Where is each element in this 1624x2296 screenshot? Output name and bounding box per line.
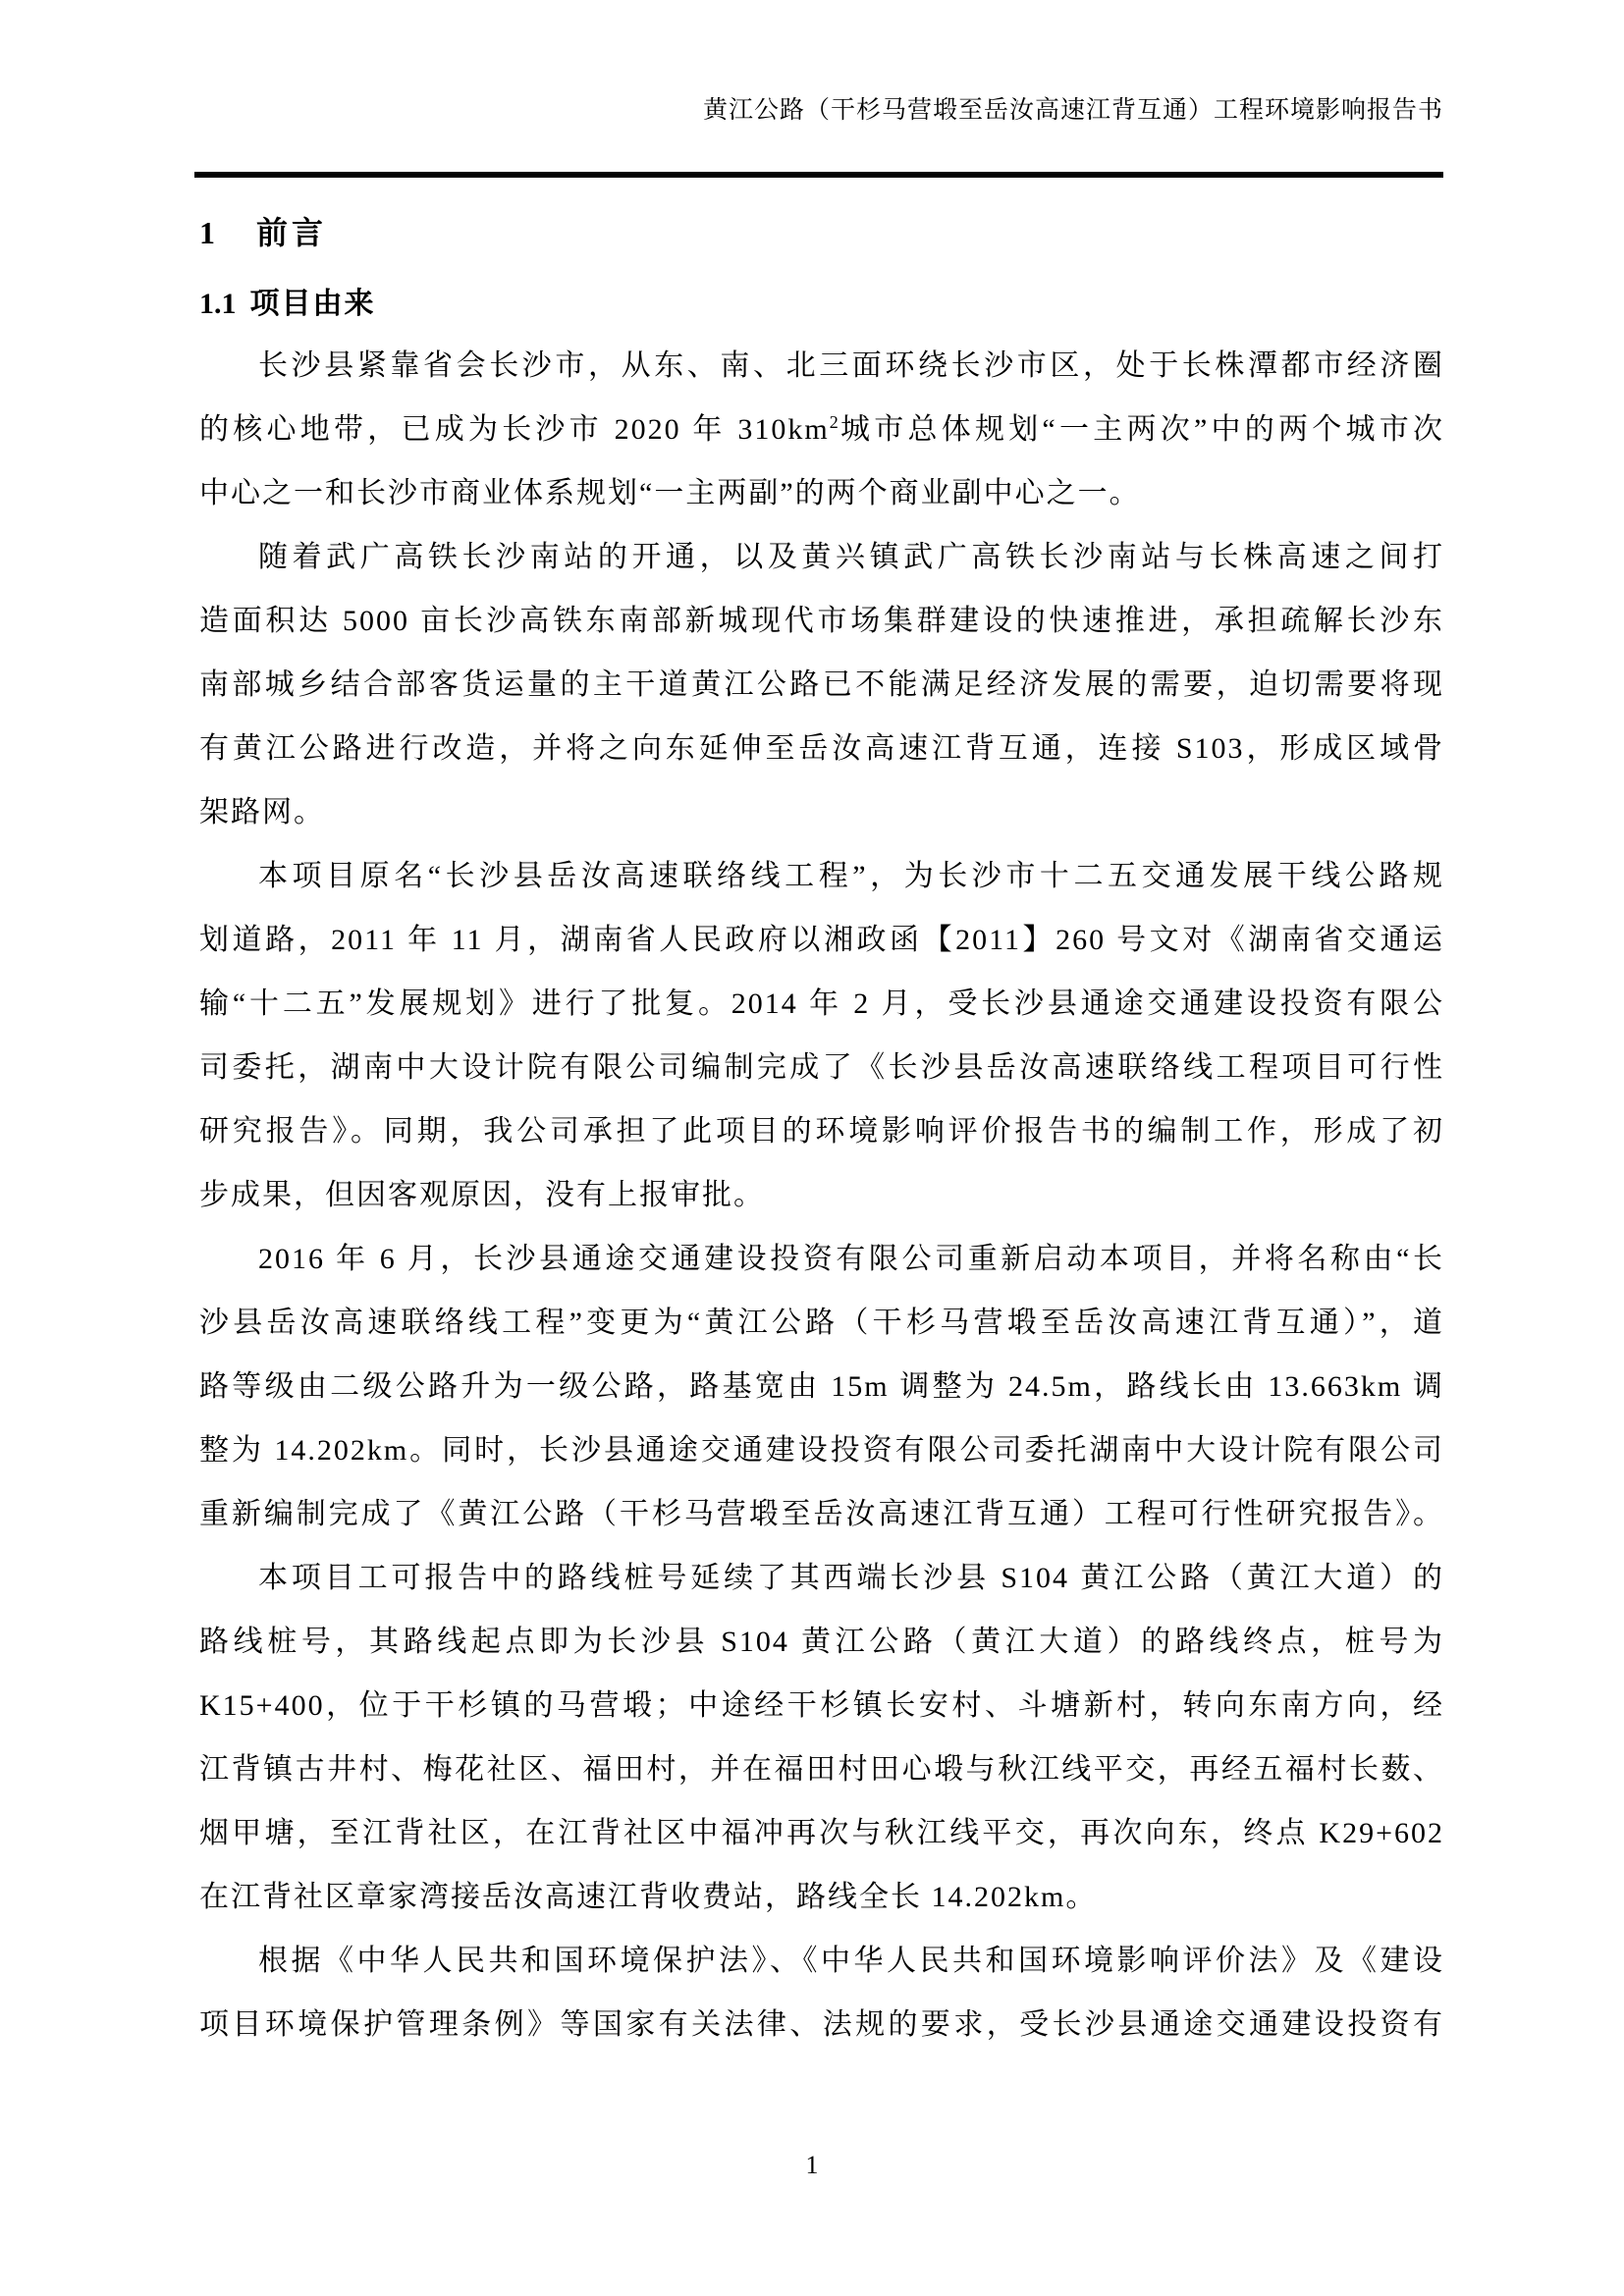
body-line: K15+400，位于干杉镇的马营塅；中途经干杉镇长安村、斗塘新村，转向东南方向，经 [199,1689,1444,1722]
section-title: 前言 [256,215,328,250]
body-line [199,398,1444,461]
page-number: 1 [805,2151,819,2179]
line-segment: 城市总体规划“一主两次”中的两个城市次 [838,413,1444,446]
body-line: 本项目原名“长沙县岳汝高速联络线工程”，为长沙市十二五交通发展干线公路规 [258,860,1444,892]
header-rule [194,172,1443,178]
body-line: 江背镇古井村、梅花社区、福田村，并在福田村田心塅与秋江线平交，再经五福村长薮、 [199,1753,1444,1786]
body-line: 司委托，湖南中大设计院有限公司编制完成了《长沙县岳汝高速联络线工程项目可行性 [199,1051,1444,1084]
subsection-title: 项目由来 [249,288,376,320]
body-line: 中心之一和长沙市商业体系规划“一主两副”的两个商业副中心之一。 [199,477,1141,509]
section-number: 1 [199,215,215,250]
paragraph-3 [199,844,1444,1227]
body-text [199,334,1444,2056]
body-line: 研究报告》。同期，我公司承担了此项目的环境影响评价报告书的编制工作，形成了初 [199,1115,1444,1148]
body-line: 路等级由二级公路升为一级公路，路基宽由 15m 调整为 24.5m，路线长由 13.663km 调 [199,1370,1444,1403]
body-line: 2016 年 6 月，长沙县通途交通建设投资有限公司重新启动本项目，并将名称由“长 [258,1243,1444,1275]
body-line: 整为 14.202km。同时，长沙县通途交通建设投资有限公司委托湖南中大设计院有限公司 [199,1434,1444,1467]
paragraph-6 [199,1929,1444,2056]
body-line: 架路网。 [199,796,325,828]
body-line: 造面积达 5000 亩长沙高铁东南部新城现代市场集群建设的快速推进，承担疏解长沙东 [199,605,1444,637]
body-line: 长沙县紧靠省会长沙市，从东、南、北三面环绕长沙市区，处于长株潭都市经济圈 [258,349,1444,382]
body-line: 输“十二五”发展规划》进行了批复。2014 年 2 月，受长沙县通途交通建设投资有限公 [199,988,1444,1020]
body-line: 烟甲塘，至江背社区，在江背社区中福冲再次与秋江线平交，再次向东，终点 K29+602 [199,1817,1444,1849]
body-line: 随着武广高铁长沙南站的开通，以及黄兴镇武广高铁长沙南站与长株高速之间打 [258,541,1444,573]
line-segment: 的核心地带，已成为长沙市 2020 年 310km [199,413,830,446]
subsection-number: 1.1 [199,288,237,320]
subsection-heading [199,285,376,324]
body-line: 根据《中华人民共和国环境保护法》、《中华人民共和国环境影响评价法》及《建设 [258,1945,1444,1977]
paragraph-5 [199,1546,1444,1929]
superscript: 2 [829,412,839,432]
body-line: 步成果，但因客观原因，没有上报审批。 [199,1179,765,1211]
body-line: 南部城乡结合部客货运量的主干道黄江公路已不能满足经济发展的需要，迫切需要将现 [199,668,1444,701]
body-line: 重新编制完成了《黄江公路（干杉马营塅至岳汝高速江背互通）工程可行性研究报告》。 [199,1498,1444,1530]
paragraph-4 [199,1227,1444,1546]
body-line: 划道路，2011 年 11 月，湖南省人民政府以湘政函【2011】260 号文对《湖南省交通运 [199,924,1444,956]
paragraph-2 [199,525,1444,844]
section-heading [199,212,327,253]
body-line: 有黄江公路进行改造，并将之向东延伸至岳汝高速江背互通，连接 S103，形成区域骨 [199,732,1444,765]
doc-header-title: 黄江公路（干杉马营塅至岳汝高速江背互通）工程环境影响报告书 [702,97,1443,124]
body-line: 在江背社区章家湾接岳汝高速江背收费站，路线全长 14.202km。 [199,1881,1098,1913]
body-line: 路线桩号，其路线起点即为长沙县 S104 黄江公路（黄江大道）的路线终点，桩号为 [199,1626,1444,1658]
body-line: 沙县岳汝高速联络线工程”变更为“黄江公路（干杉马营塅至岳汝高速江背互通）”，道 [199,1307,1444,1339]
body-line: 本项目工可报告中的路线桩号延续了其西端长沙县 S104 黄江公路（黄江大道）的 [258,1562,1444,1594]
body-line: 项目环境保护管理条例》等国家有关法律、法规的要求，受长沙县通途交通建设投资有 [199,2008,1444,2041]
paragraph-1 [199,334,1444,525]
